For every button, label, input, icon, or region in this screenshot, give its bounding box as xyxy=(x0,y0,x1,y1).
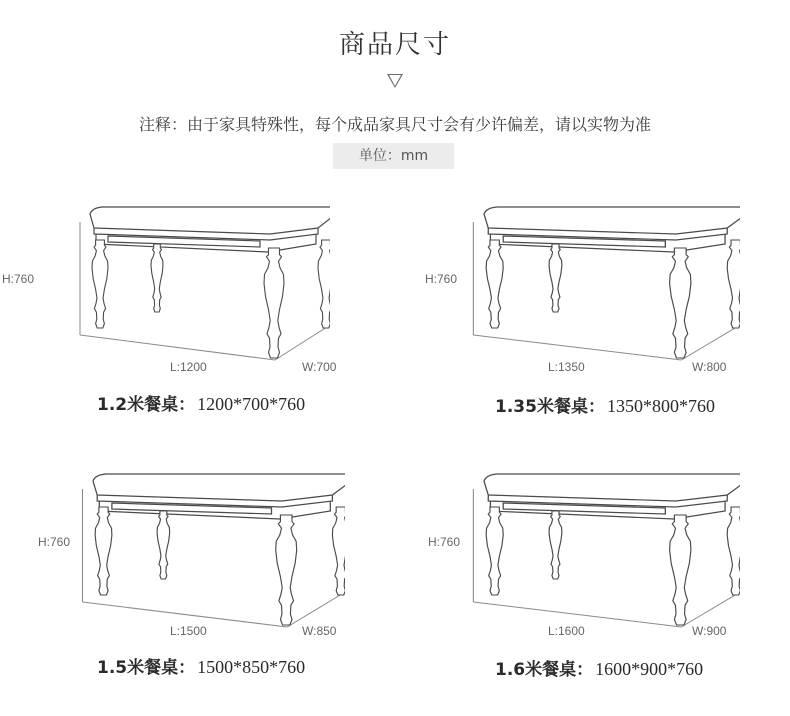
table-panel-2 xyxy=(420,200,727,400)
table-panel-3 xyxy=(30,467,337,667)
table-caption-2 xyxy=(495,392,715,417)
table-name: 1.35米餐桌： xyxy=(495,397,605,417)
length-dimension-line xyxy=(473,335,681,360)
length-label: L:1200 xyxy=(170,360,207,374)
table-caption-3 xyxy=(97,653,305,678)
table-leg xyxy=(332,507,345,595)
table-leg xyxy=(486,240,503,328)
table-leg xyxy=(157,511,170,579)
length-label: L:1350 xyxy=(548,360,585,374)
table-caption-1 xyxy=(97,390,305,415)
width-dimension-line xyxy=(681,592,740,627)
table-leg xyxy=(549,511,562,579)
length-label: L:1600 xyxy=(548,624,585,638)
tabletop xyxy=(484,474,740,501)
table-outline xyxy=(484,207,740,252)
table-size: 1600*900*760 xyxy=(595,659,704,679)
tabletop xyxy=(93,474,345,501)
table-caption-4 xyxy=(495,655,703,680)
unit-badge: 单位：mm xyxy=(333,143,454,169)
size-note: 注释：由于家具特殊性，每个成品家具尺寸会有少许偏差，请以实物为准 xyxy=(138,115,651,134)
width-dimension-line xyxy=(275,325,330,360)
table-outline xyxy=(484,474,740,519)
width-label: W:850 xyxy=(302,624,337,638)
length-label: L:1500 xyxy=(170,624,207,638)
table-leg xyxy=(276,515,297,625)
tabletop-edge xyxy=(97,495,332,507)
table-outline xyxy=(93,474,345,519)
table-leg xyxy=(318,240,330,328)
tabletop xyxy=(90,207,330,234)
table-leg xyxy=(486,507,503,595)
tabletop-edge xyxy=(94,228,318,240)
table-panel-4 xyxy=(420,467,727,667)
tabletop-edge xyxy=(488,495,727,507)
width-label: W:800 xyxy=(692,360,727,374)
width-dimension-line xyxy=(681,325,740,360)
down-triangle-icon xyxy=(387,74,403,88)
table-outline xyxy=(90,207,330,252)
table-size: 1500*850*760 xyxy=(197,657,306,677)
table-leg xyxy=(92,240,108,328)
tabletop xyxy=(484,207,740,234)
table-leg xyxy=(264,248,284,358)
page-title: 商品尺寸 xyxy=(338,30,451,60)
table-leg xyxy=(670,515,691,625)
table-leg xyxy=(95,507,112,595)
table-leg xyxy=(151,244,163,312)
width-dimension-line xyxy=(287,592,345,627)
dining-table-drawing xyxy=(30,200,330,385)
length-dimension-line xyxy=(80,335,275,360)
table-leg xyxy=(670,248,691,358)
table-size: 1200*700*760 xyxy=(197,394,306,414)
width-label: W:900 xyxy=(692,624,727,638)
table-leg xyxy=(727,240,740,328)
width-label: W:700 xyxy=(302,360,337,374)
table-name: 1.2米餐桌： xyxy=(97,395,196,415)
table-name: 1.6米餐桌： xyxy=(495,660,594,680)
table-size: 1350*800*760 xyxy=(606,396,715,416)
height-label: H:760 xyxy=(425,272,458,286)
height-label: H:760 xyxy=(2,272,35,286)
table-leg xyxy=(727,507,740,595)
table-leg xyxy=(549,244,562,312)
dining-table-drawing xyxy=(420,200,740,385)
table-panel-1 xyxy=(2,200,337,400)
height-label: H:760 xyxy=(38,535,71,549)
tabletop-edge xyxy=(488,228,727,240)
table-name: 1.5米餐桌： xyxy=(97,658,196,678)
height-label: H:760 xyxy=(428,535,461,549)
